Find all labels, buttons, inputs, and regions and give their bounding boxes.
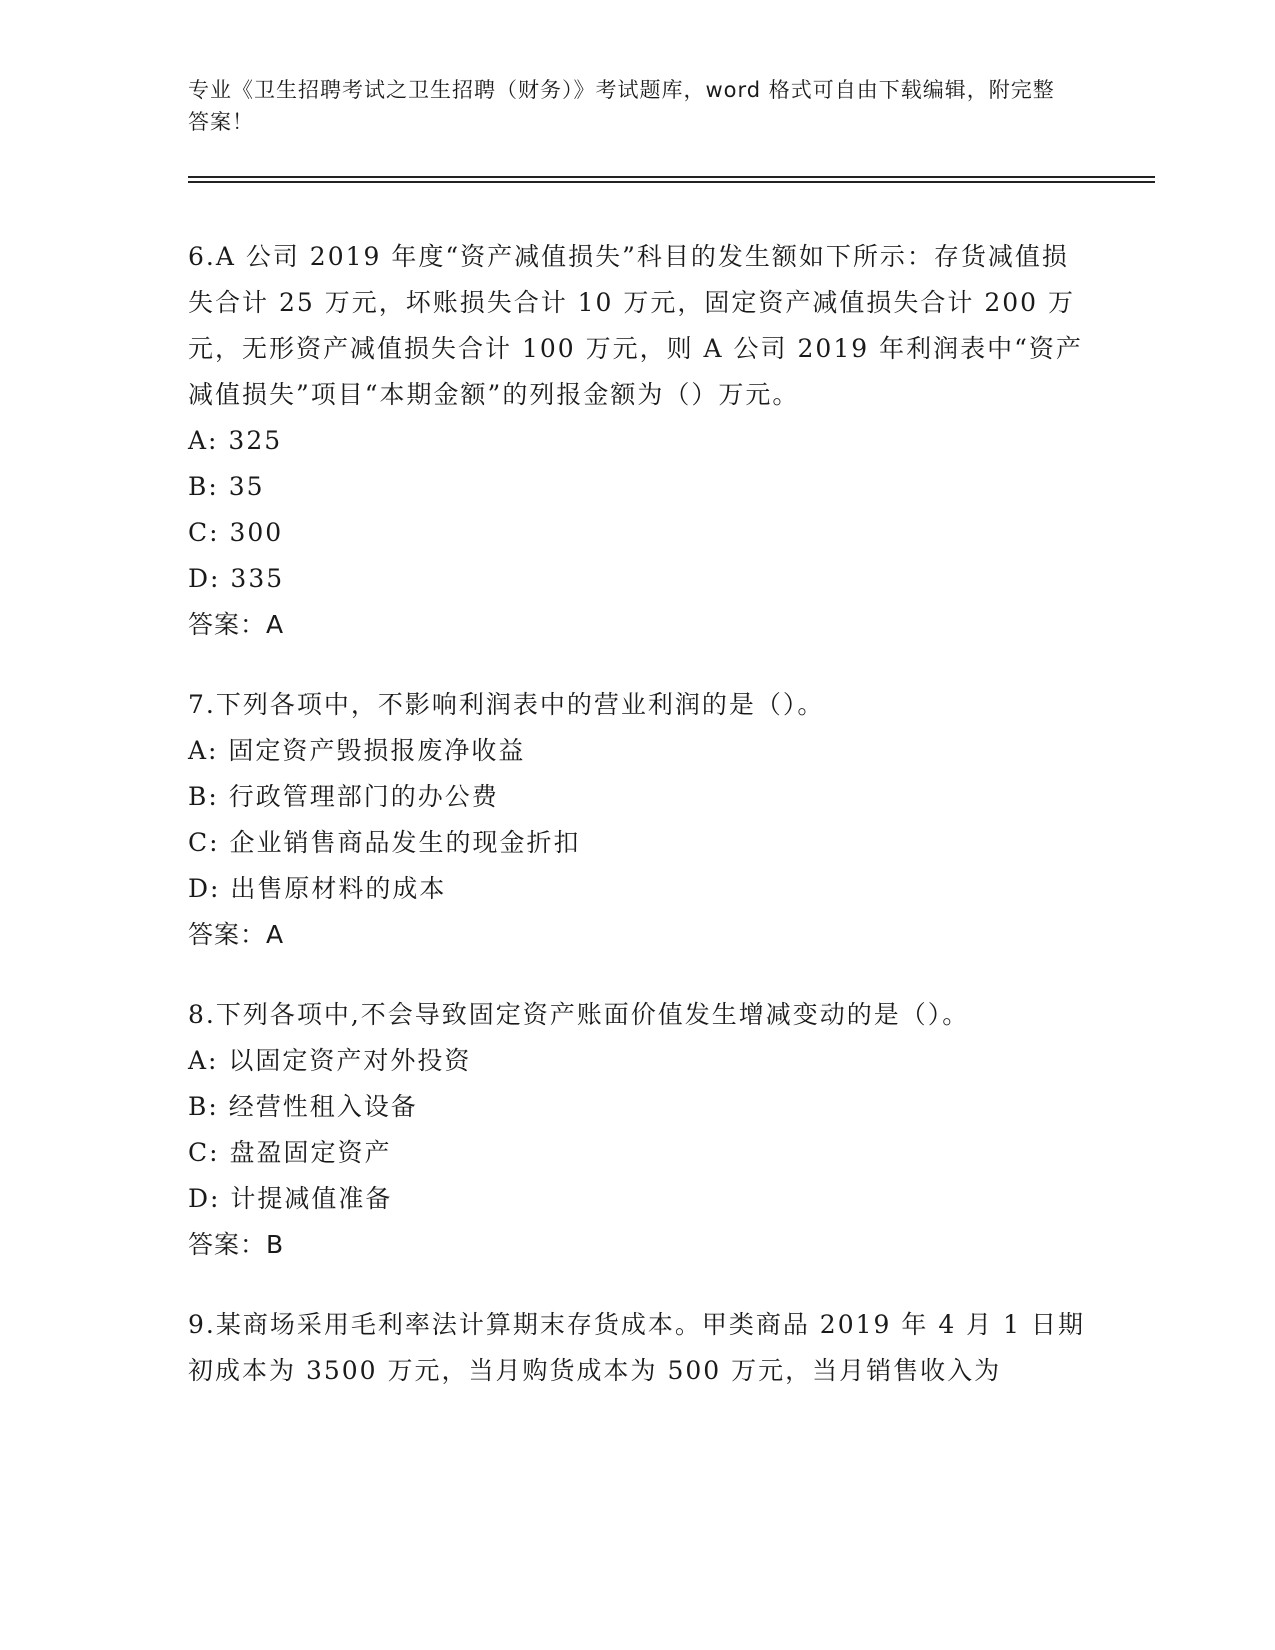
header-divider-top [188, 176, 1155, 178]
question-7 [188, 682, 1088, 958]
question-8 [188, 992, 1088, 1268]
question-stem: 9.某商场采用毛利率法计算期末存货成本。甲类商品 2019 年 4 月 1 日期初成本为 3500 万元，当月购货成本为 500 万元，当月销售收入为 [188, 1310, 1085, 1385]
header-divider-bottom [188, 181, 1155, 183]
option-b: B: 经营性租入设备 [188, 1092, 418, 1121]
option-d: D: 335 [188, 564, 285, 593]
answer-label: 答案：B [188, 1230, 285, 1259]
option-a: A: 325 [188, 426, 283, 455]
option-d: D: 计提减值准备 [188, 1184, 393, 1213]
option-a: A: 以固定资产对外投资 [188, 1046, 472, 1075]
question-stem: 6.A 公司 2019 年度“资产减值损失”科目的发生额如下所示：存货减值损失合计 25 万元，坏账损失合计 10 万元，固定资产减值损失合计 200 万元，无形资产减值损失合计 100 万元，则 A 公司 2019 年利润表中“资产减值损失”项目“本期金额”的列报金额为（）万元。 [188, 242, 1083, 409]
option-b: B: 35 [188, 472, 265, 501]
option-a: A: 固定资产毁损报废净收益 [188, 736, 526, 765]
option-c: C: 300 [188, 518, 284, 547]
question-9 [188, 1302, 1088, 1394]
answer-label: 答案：A [188, 920, 285, 949]
answer-label: 答案：A [188, 610, 285, 639]
option-c: C: 企业销售商品发生的现金折扣 [188, 828, 581, 857]
option-c: C: 盘盈固定资产 [188, 1138, 392, 1167]
option-d: D: 出售原材料的成本 [188, 874, 447, 903]
document-header: 专业《卫生招聘考试之卫生招聘（财务）》考试题库，word 格式可自由下载编辑，附完整答案！ [188, 78, 1055, 134]
question-list [188, 234, 1088, 1428]
option-b: B: 行政管理部门的办公费 [188, 782, 499, 811]
question-stem: 8.下列各项中,不会导致固定资产账面价值发生增减变动的是（）。 [188, 1000, 970, 1029]
question-stem: 7.下列各项中，不影响利润表中的营业利润的是（）。 [188, 690, 825, 719]
question-6 [188, 234, 1088, 648]
